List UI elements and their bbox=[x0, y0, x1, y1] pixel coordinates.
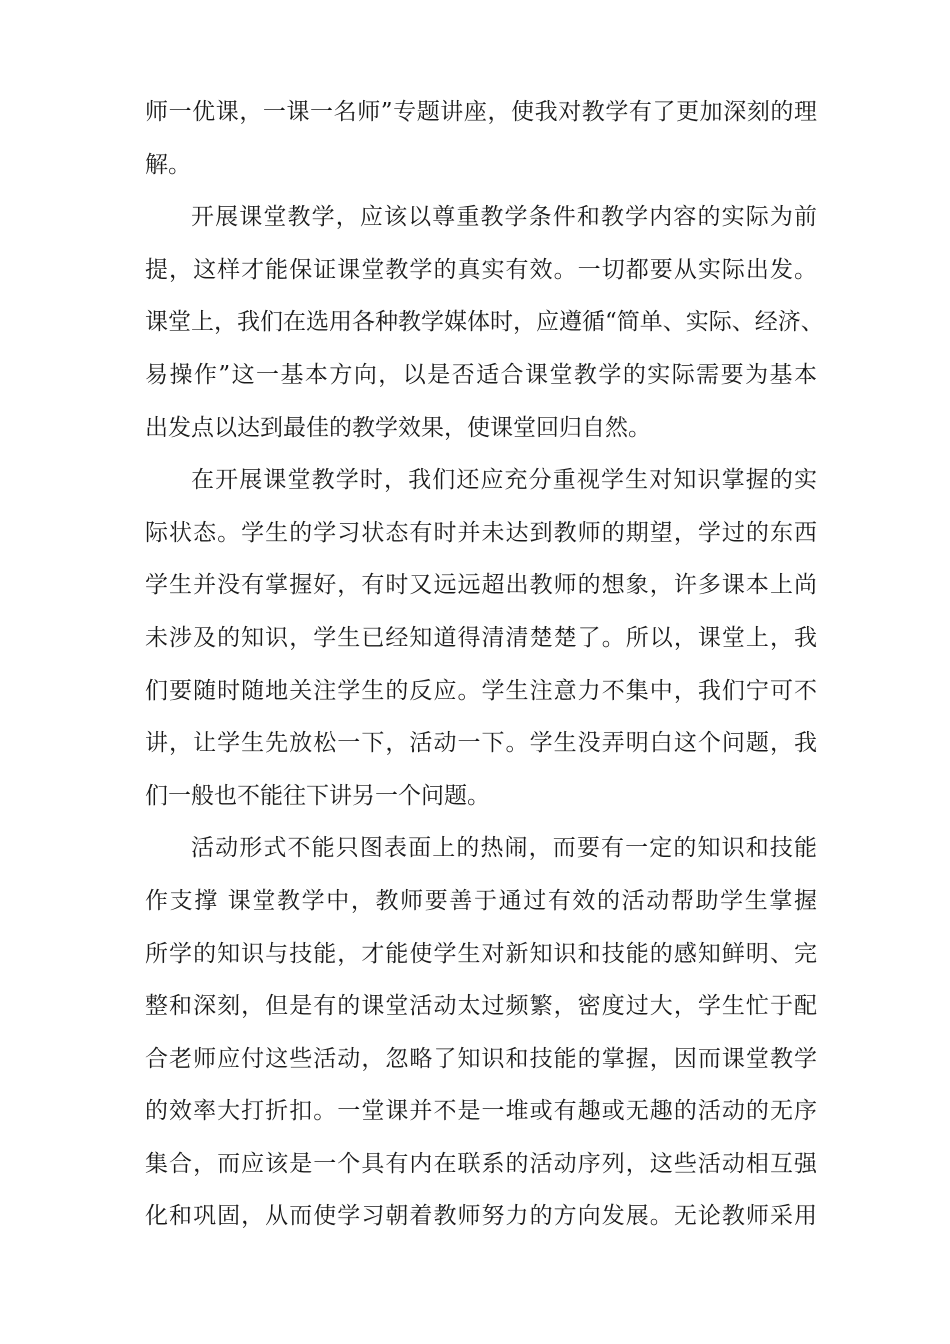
text-line: 提，这样才能保证课堂教学的真实有效。一切都要从实际出发。 bbox=[145, 256, 817, 283]
text-line: 集合，而应该是一个具有内在联系的活动序列，这些活动相互强 bbox=[145, 1150, 817, 1177]
text-line: 讲，让学生先放松一下，活动一下。学生没弄明白这个问题，我 bbox=[145, 730, 817, 757]
text-line: 未涉及的知识，学生已经知道得清清楚楚了。所以，课堂上，我 bbox=[145, 624, 817, 651]
text-line: 课堂上，我们在选用各种教学媒体时，应遵循“简单、实际、经济、 bbox=[145, 309, 824, 336]
text-line: 整和深刻，但是有的课堂活动太过频繁，密度过大，学生忙于配 bbox=[145, 993, 817, 1020]
text-line: 解。 bbox=[145, 151, 191, 178]
text-line: 开展课堂教学，应该以尊重教学条件和教学内容的实际为前 bbox=[191, 204, 817, 231]
text-line: 师一优课，一课一名师”专题讲座，使我对教学有了更加深刻的理 bbox=[145, 99, 817, 125]
text-line: 们一般也不能往下讲另一个问题。 bbox=[145, 782, 490, 809]
text-line: 所学的知识与技能，才能使学生对新知识和技能的感知鲜明、完 bbox=[145, 940, 817, 967]
text-line: 作支撑 课堂教学中，教师要善于通过有效的活动帮助学生掌握 bbox=[145, 887, 817, 914]
text-line: 的效率大打折扣。一堂课并不是一堆或有趣或无趣的活动的无序 bbox=[145, 1098, 817, 1125]
text-line: 易操作”这一基本方向，以是否适合课堂教学的实际需要为基本 bbox=[145, 361, 817, 388]
text-line: 们要随时随地关注学生的反应。学生注意力不集中，我们宁可不 bbox=[145, 677, 817, 704]
text-line: 活动形式不能只图表面上的热闹，而要有一定的知识和技能 bbox=[191, 835, 817, 862]
text-line: 际状态。学生的学习状态有时并未达到教师的期望，学过的东西 bbox=[145, 519, 817, 546]
text-line: 合老师应付这些活动，忽略了知识和技能的掌握，因而课堂教学 bbox=[145, 1045, 817, 1072]
document-body-text bbox=[145, 86, 824, 1243]
text-line: 在开展课堂教学时，我们还应充分重视学生对知识掌握的实 bbox=[191, 467, 817, 494]
text-line: 化和巩固，从而使学习朝着教师努力的方向发展。无论教师采用 bbox=[145, 1203, 817, 1230]
text-line: 出发点以达到最佳的教学效果，使课堂回归自然。 bbox=[145, 414, 651, 441]
text-line: 学生并没有掌握好，有时又远远超出教师的想象，许多课本上尚 bbox=[145, 572, 817, 599]
